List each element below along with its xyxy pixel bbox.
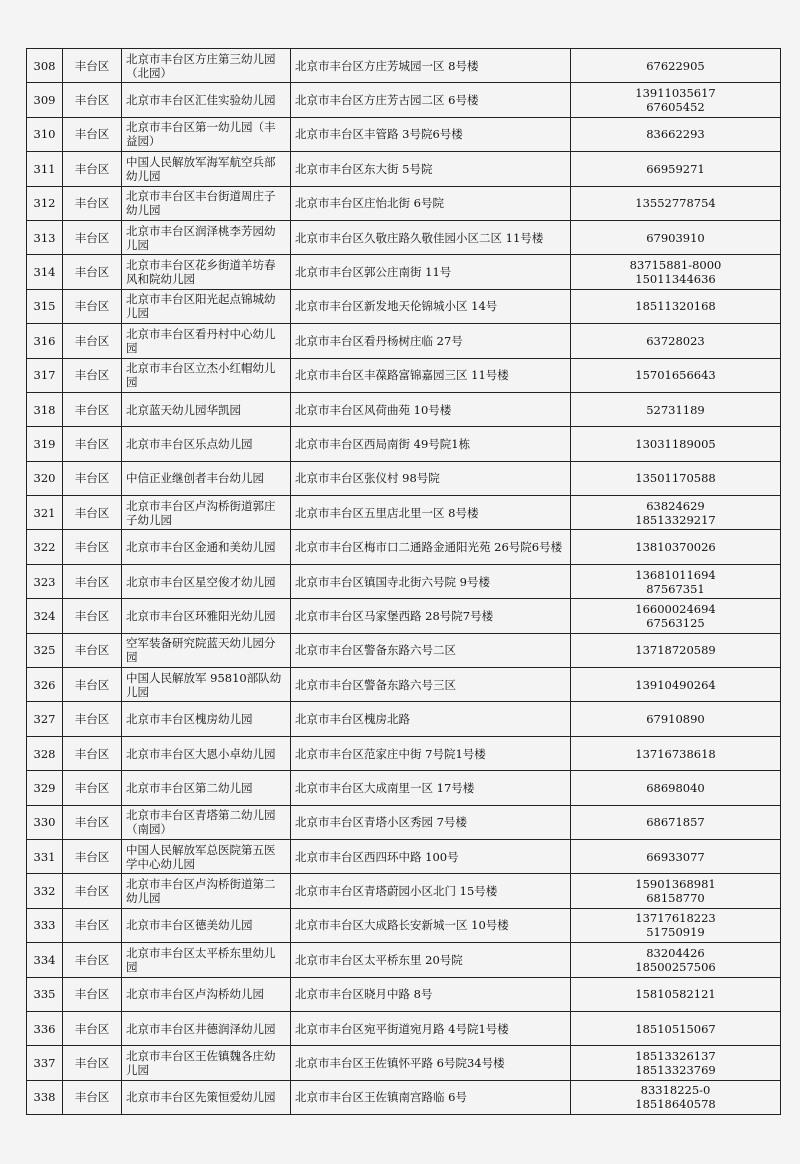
table-row bbox=[27, 1046, 781, 1080]
phone-number: 15810582121 bbox=[635, 987, 716, 1002]
table-row bbox=[27, 83, 781, 117]
phone-cell bbox=[571, 220, 781, 254]
row-number: 319 bbox=[27, 427, 63, 461]
phone-number: 63824629 bbox=[646, 498, 705, 513]
kindergarten-name-cell: 北京市丰台区丰台街道周庄子幼儿园 bbox=[122, 186, 291, 220]
phone-cell bbox=[571, 908, 781, 942]
phone-cell bbox=[571, 83, 781, 117]
district-cell: 丰台区 bbox=[63, 805, 122, 839]
district-cell: 丰台区 bbox=[63, 599, 122, 633]
phone-number: 87567351 bbox=[646, 581, 705, 596]
district-cell: 丰台区 bbox=[63, 358, 122, 392]
row-number: 309 bbox=[27, 83, 63, 117]
phone-number: 83204426 bbox=[646, 945, 705, 960]
table-row bbox=[27, 220, 781, 254]
phone-number: 68671857 bbox=[646, 815, 705, 830]
address-cell: 北京市丰台区王佐镇南宫路临 6号 bbox=[291, 1080, 571, 1114]
row-number: 317 bbox=[27, 358, 63, 392]
table-row bbox=[27, 771, 781, 805]
row-number: 310 bbox=[27, 117, 63, 151]
address-cell: 北京市丰台区青塔蔚园小区北门 15号楼 bbox=[291, 874, 571, 908]
row-number: 328 bbox=[27, 736, 63, 770]
row-number: 320 bbox=[27, 461, 63, 495]
table-row bbox=[27, 736, 781, 770]
kindergarten-name-cell: 北京市丰台区卢沟桥幼儿园 bbox=[122, 977, 291, 1011]
phone-cell bbox=[571, 392, 781, 426]
table-row bbox=[27, 943, 781, 977]
phone-cell bbox=[571, 530, 781, 564]
address-cell: 北京市丰台区警备东路六号三区 bbox=[291, 668, 571, 702]
kindergarten-name-cell: 北京市丰台区井德润泽幼儿园 bbox=[122, 1011, 291, 1045]
district-cell: 丰台区 bbox=[63, 461, 122, 495]
phone-number: 67563125 bbox=[646, 615, 705, 630]
address-cell: 北京市丰台区西四环中路 100号 bbox=[291, 839, 571, 873]
phone-cell bbox=[571, 1080, 781, 1114]
district-cell: 丰台区 bbox=[63, 1046, 122, 1080]
address-cell: 北京市丰台区太平桥东里 20号院 bbox=[291, 943, 571, 977]
table-row bbox=[27, 1011, 781, 1045]
kindergarten-name-cell: 北京市丰台区第一幼儿园（丰益园） bbox=[122, 117, 291, 151]
table-body bbox=[27, 49, 781, 1115]
table-row bbox=[27, 152, 781, 186]
phone-number: 66933077 bbox=[646, 849, 705, 864]
kindergarten-name-cell: 北京市丰台区第二幼儿园 bbox=[122, 771, 291, 805]
district-cell: 丰台区 bbox=[63, 83, 122, 117]
kindergarten-name-cell: 北京市丰台区环雅阳光幼儿园 bbox=[122, 599, 291, 633]
address-cell: 北京市丰台区西局南街 49号院1栋 bbox=[291, 427, 571, 461]
address-cell: 北京市丰台区庄怡北街 6号院 bbox=[291, 186, 571, 220]
phone-number: 15011344636 bbox=[635, 272, 716, 287]
phone-number: 15901368981 bbox=[635, 877, 716, 892]
address-cell: 北京市丰台区槐房北路 bbox=[291, 702, 571, 736]
kindergarten-name-cell: 北京市丰台区阳光起点锦城幼儿园 bbox=[122, 289, 291, 323]
address-cell: 北京市丰台区马家堡西路 28号院7号楼 bbox=[291, 599, 571, 633]
kindergarten-name-cell: 北京市丰台区润泽桃李芳园幼儿园 bbox=[122, 220, 291, 254]
kindergarten-name-cell: 北京市丰台区青塔第二幼儿园（南园） bbox=[122, 805, 291, 839]
phone-cell bbox=[571, 771, 781, 805]
phone-number: 13681011694 bbox=[635, 567, 716, 582]
district-cell: 丰台区 bbox=[63, 392, 122, 426]
table-row bbox=[27, 530, 781, 564]
phone-cell bbox=[571, 805, 781, 839]
district-cell: 丰台区 bbox=[63, 186, 122, 220]
table-row bbox=[27, 805, 781, 839]
row-number: 323 bbox=[27, 564, 63, 598]
district-cell: 丰台区 bbox=[63, 289, 122, 323]
district-cell: 丰台区 bbox=[63, 152, 122, 186]
district-cell: 丰台区 bbox=[63, 736, 122, 770]
row-number: 325 bbox=[27, 633, 63, 667]
table-row bbox=[27, 839, 781, 873]
table-row bbox=[27, 392, 781, 426]
phone-number: 63728023 bbox=[646, 333, 705, 348]
phone-number: 83715881-8000 bbox=[629, 258, 722, 273]
kindergarten-name-cell: 北京市丰台区卢沟桥街道郭庄子幼儿园 bbox=[122, 496, 291, 530]
phone-cell bbox=[571, 461, 781, 495]
table-row bbox=[27, 358, 781, 392]
phone-cell bbox=[571, 117, 781, 151]
phone-number: 67903910 bbox=[646, 230, 705, 245]
address-cell: 北京市丰台区方庄芳古园二区 6号楼 bbox=[291, 83, 571, 117]
phone-number: 16600024694 bbox=[635, 601, 716, 616]
phone-cell bbox=[571, 1046, 781, 1080]
kindergarten-name-cell: 中信正业继创者丰台幼儿园 bbox=[122, 461, 291, 495]
phone-number: 83662293 bbox=[646, 127, 705, 142]
address-cell: 北京市丰台区王佐镇怀平路 6号院34号楼 bbox=[291, 1046, 571, 1080]
address-cell: 北京市丰台区看丹杨树庄临 27号 bbox=[291, 324, 571, 358]
phone-number: 18510515067 bbox=[635, 1021, 716, 1036]
kindergarten-name-cell: 中国人民解放军总医院第五医学中心幼儿园 bbox=[122, 839, 291, 873]
address-cell: 北京市丰台区久敬庄路久敬佳园小区二区 11号楼 bbox=[291, 220, 571, 254]
phone-number: 67910890 bbox=[646, 712, 705, 727]
table-row bbox=[27, 668, 781, 702]
phone-number: 18500257506 bbox=[635, 959, 716, 974]
district-cell: 丰台区 bbox=[63, 324, 122, 358]
kindergarten-name-cell: 北京蓝天幼儿园华凯园 bbox=[122, 392, 291, 426]
phone-number: 52731189 bbox=[646, 402, 705, 417]
kindergarten-name-cell: 北京市丰台区看丹村中心幼儿园 bbox=[122, 324, 291, 358]
row-number: 316 bbox=[27, 324, 63, 358]
phone-cell bbox=[571, 324, 781, 358]
address-cell: 北京市丰台区五里店北里一区 8号楼 bbox=[291, 496, 571, 530]
table-row bbox=[27, 186, 781, 220]
district-cell: 丰台区 bbox=[63, 117, 122, 151]
phone-cell bbox=[571, 289, 781, 323]
row-number: 312 bbox=[27, 186, 63, 220]
address-cell: 北京市丰台区东大街 5号院 bbox=[291, 152, 571, 186]
table-row bbox=[27, 461, 781, 495]
phone-cell bbox=[571, 736, 781, 770]
district-cell: 丰台区 bbox=[63, 771, 122, 805]
address-cell: 北京市丰台区警备东路六号二区 bbox=[291, 633, 571, 667]
kindergarten-name-cell: 北京市丰台区德美幼儿园 bbox=[122, 908, 291, 942]
district-cell: 丰台区 bbox=[63, 977, 122, 1011]
phone-number: 13910490264 bbox=[635, 677, 716, 692]
phone-number: 13810370026 bbox=[635, 540, 716, 555]
phone-cell bbox=[571, 49, 781, 83]
phone-cell bbox=[571, 668, 781, 702]
address-cell: 北京市丰台区大成南里一区 17号楼 bbox=[291, 771, 571, 805]
phone-cell bbox=[571, 977, 781, 1011]
phone-number: 18511320168 bbox=[635, 299, 716, 314]
address-cell: 北京市丰台区新发地天伦锦城小区 14号 bbox=[291, 289, 571, 323]
phone-number: 18513326137 bbox=[635, 1049, 716, 1064]
phone-number: 83318225-0 bbox=[640, 1083, 711, 1098]
row-number: 324 bbox=[27, 599, 63, 633]
row-number: 335 bbox=[27, 977, 63, 1011]
kindergarten-name-cell: 北京市丰台区太平桥东里幼儿园 bbox=[122, 943, 291, 977]
address-cell: 北京市丰台区梅市口二通路金通阳光苑 26号院6号楼 bbox=[291, 530, 571, 564]
row-number: 329 bbox=[27, 771, 63, 805]
row-number: 332 bbox=[27, 874, 63, 908]
address-cell: 北京市丰台区丰葆路富锦嘉园三区 11号楼 bbox=[291, 358, 571, 392]
table-row bbox=[27, 564, 781, 598]
address-cell: 北京市丰台区郭公庄南街 11号 bbox=[291, 255, 571, 289]
row-number: 314 bbox=[27, 255, 63, 289]
phone-number: 18513323769 bbox=[635, 1063, 716, 1078]
table-row bbox=[27, 496, 781, 530]
table-row bbox=[27, 289, 781, 323]
table-row bbox=[27, 117, 781, 151]
district-cell: 丰台区 bbox=[63, 255, 122, 289]
kindergarten-name-cell: 北京市丰台区大恩小卓幼儿园 bbox=[122, 736, 291, 770]
phone-number: 13717618223 bbox=[635, 911, 716, 926]
phone-number: 13031189005 bbox=[635, 436, 716, 451]
district-cell: 丰台区 bbox=[63, 1011, 122, 1045]
phone-cell bbox=[571, 599, 781, 633]
phone-number: 68698040 bbox=[646, 780, 705, 795]
phone-number: 51750919 bbox=[646, 925, 705, 940]
district-cell: 丰台区 bbox=[63, 49, 122, 83]
phone-number: 18513329217 bbox=[635, 512, 716, 527]
address-cell: 北京市丰台区晓月中路 8号 bbox=[291, 977, 571, 1011]
table-row bbox=[27, 1080, 781, 1114]
phone-cell bbox=[571, 702, 781, 736]
district-cell: 丰台区 bbox=[63, 839, 122, 873]
row-number: 313 bbox=[27, 220, 63, 254]
district-cell: 丰台区 bbox=[63, 943, 122, 977]
phone-cell bbox=[571, 839, 781, 873]
address-cell: 北京市丰台区镇国寺北街六号院 9号楼 bbox=[291, 564, 571, 598]
kindergarten-table bbox=[26, 48, 781, 1115]
kindergarten-name-cell: 北京市丰台区立杰小红帽幼儿园 bbox=[122, 358, 291, 392]
phone-cell bbox=[571, 1011, 781, 1045]
phone-number: 67605452 bbox=[646, 100, 705, 115]
phone-number: 13716738618 bbox=[635, 746, 716, 761]
address-cell: 北京市丰台区青塔小区秀园 7号楼 bbox=[291, 805, 571, 839]
district-cell: 丰台区 bbox=[63, 496, 122, 530]
row-number: 315 bbox=[27, 289, 63, 323]
row-number: 336 bbox=[27, 1011, 63, 1045]
kindergarten-name-cell: 北京市丰台区卢沟桥街道第二幼儿园 bbox=[122, 874, 291, 908]
table-row bbox=[27, 599, 781, 633]
kindergarten-name-cell: 北京市丰台区先策恒爱幼儿园 bbox=[122, 1080, 291, 1114]
phone-cell bbox=[571, 152, 781, 186]
kindergarten-name-cell: 北京市丰台区金通和美幼儿园 bbox=[122, 530, 291, 564]
row-number: 326 bbox=[27, 668, 63, 702]
district-cell: 丰台区 bbox=[63, 668, 122, 702]
district-cell: 丰台区 bbox=[63, 530, 122, 564]
table-row bbox=[27, 908, 781, 942]
address-cell: 北京市丰台区张仪村 98号院 bbox=[291, 461, 571, 495]
phone-number: 18518640578 bbox=[635, 1097, 716, 1112]
address-cell: 北京市丰台区风荷曲苑 10号楼 bbox=[291, 392, 571, 426]
address-cell: 北京市丰台区范家庄中街 7号院1号楼 bbox=[291, 736, 571, 770]
table-row bbox=[27, 874, 781, 908]
district-cell: 丰台区 bbox=[63, 908, 122, 942]
phone-cell bbox=[571, 255, 781, 289]
phone-number: 13552778754 bbox=[635, 196, 716, 211]
table-row bbox=[27, 49, 781, 83]
kindergarten-name-cell: 北京市丰台区花乡街道羊坊春风和院幼儿园 bbox=[122, 255, 291, 289]
row-number: 331 bbox=[27, 839, 63, 873]
address-cell: 北京市丰台区丰管路 3号院6号楼 bbox=[291, 117, 571, 151]
district-cell: 丰台区 bbox=[63, 1080, 122, 1114]
district-cell: 丰台区 bbox=[63, 874, 122, 908]
kindergarten-name-cell: 北京市丰台区王佐镇魏各庄幼儿园 bbox=[122, 1046, 291, 1080]
phone-number: 67622905 bbox=[646, 58, 705, 73]
row-number: 321 bbox=[27, 496, 63, 530]
district-cell: 丰台区 bbox=[63, 564, 122, 598]
phone-number: 13501170588 bbox=[635, 471, 716, 486]
phone-cell bbox=[571, 874, 781, 908]
row-number: 322 bbox=[27, 530, 63, 564]
kindergarten-name-cell: 中国人民解放军 95810部队幼儿园 bbox=[122, 668, 291, 702]
phone-cell bbox=[571, 633, 781, 667]
address-cell: 北京市丰台区宛平街道宛月路 4号院1号楼 bbox=[291, 1011, 571, 1045]
kindergarten-name-cell: 北京市丰台区方庄第三幼儿园（北园） bbox=[122, 49, 291, 83]
district-cell: 丰台区 bbox=[63, 702, 122, 736]
kindergarten-name-cell: 北京市丰台区星空俊才幼儿园 bbox=[122, 564, 291, 598]
row-number: 311 bbox=[27, 152, 63, 186]
table-row bbox=[27, 255, 781, 289]
row-number: 330 bbox=[27, 805, 63, 839]
table-row bbox=[27, 427, 781, 461]
row-number: 333 bbox=[27, 908, 63, 942]
district-cell: 丰台区 bbox=[63, 633, 122, 667]
table-row bbox=[27, 702, 781, 736]
phone-number: 15701656643 bbox=[635, 368, 716, 383]
district-cell: 丰台区 bbox=[63, 427, 122, 461]
row-number: 327 bbox=[27, 702, 63, 736]
phone-number: 13718720589 bbox=[635, 643, 716, 658]
phone-cell bbox=[571, 186, 781, 220]
kindergarten-name-cell: 北京市丰台区汇佳实验幼儿园 bbox=[122, 83, 291, 117]
phone-cell bbox=[571, 564, 781, 598]
kindergarten-name-cell: 中国人民解放军海军航空兵部幼儿园 bbox=[122, 152, 291, 186]
phone-cell bbox=[571, 427, 781, 461]
kindergarten-name-cell: 北京市丰台区乐点幼儿园 bbox=[122, 427, 291, 461]
kindergarten-name-cell: 北京市丰台区槐房幼儿园 bbox=[122, 702, 291, 736]
row-number: 334 bbox=[27, 943, 63, 977]
district-cell: 丰台区 bbox=[63, 220, 122, 254]
table-row bbox=[27, 977, 781, 1011]
phone-number: 68158770 bbox=[646, 891, 705, 906]
row-number: 308 bbox=[27, 49, 63, 83]
kindergarten-name-cell: 空军装备研究院蓝天幼儿园分园 bbox=[122, 633, 291, 667]
phone-cell bbox=[571, 358, 781, 392]
phone-number: 66959271 bbox=[646, 161, 705, 176]
phone-number: 13911035617 bbox=[635, 86, 716, 101]
table-row bbox=[27, 633, 781, 667]
row-number: 338 bbox=[27, 1080, 63, 1114]
address-cell: 北京市丰台区方庄芳城园一区 8号楼 bbox=[291, 49, 571, 83]
phone-cell bbox=[571, 496, 781, 530]
phone-cell bbox=[571, 943, 781, 977]
table-row bbox=[27, 324, 781, 358]
row-number: 318 bbox=[27, 392, 63, 426]
row-number: 337 bbox=[27, 1046, 63, 1080]
address-cell: 北京市丰台区大成路长安新城一区 10号楼 bbox=[291, 908, 571, 942]
